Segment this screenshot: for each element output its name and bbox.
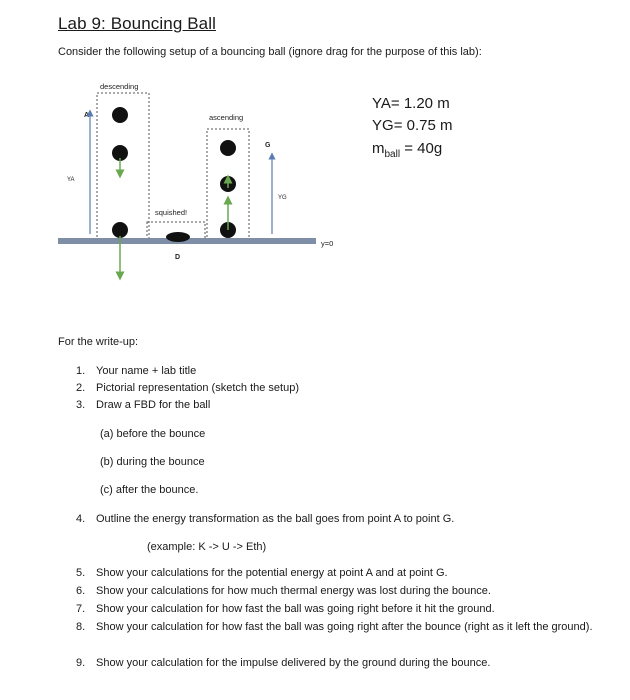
intro-text: Consider the following setup of a bouncing ball (ignore drag for the purpose of this lab): [58,46,482,58]
label-point-a: A [84,112,90,119]
label-point-d: D [175,254,181,261]
label-point-g: G [265,142,271,149]
ball-descending-top [112,107,128,123]
label-y0: y=0 [321,239,334,248]
label-ascending: ascending [209,113,244,122]
writeup-heading: For the write-up: [58,336,139,348]
given-yg: YG= 0.75 m [372,117,453,134]
ball-ascending-top [220,140,236,156]
sub-item-a: (a) before the bounce [100,428,206,440]
label-descending: descending [100,82,139,91]
bouncing-ball-diagram [0,0,630,330]
page-title: Lab 9: Bouncing Ball [58,14,216,33]
label-squished: squished! [155,208,188,217]
example-text: (example: K -> U -> Eth) [147,541,267,553]
sub-item-c: (c) after the bounce. [100,484,199,496]
label-ya: YA [67,177,75,183]
sub-item-b: (b) during the bounce [100,456,205,468]
ball-squished [166,232,190,242]
label-yg: YG [278,195,287,201]
given-mass: $m_{ball} = 40g$ [372,140,443,160]
ball-descending-bottom [112,222,128,238]
given-ya: YA= 1.20 m [372,95,450,112]
